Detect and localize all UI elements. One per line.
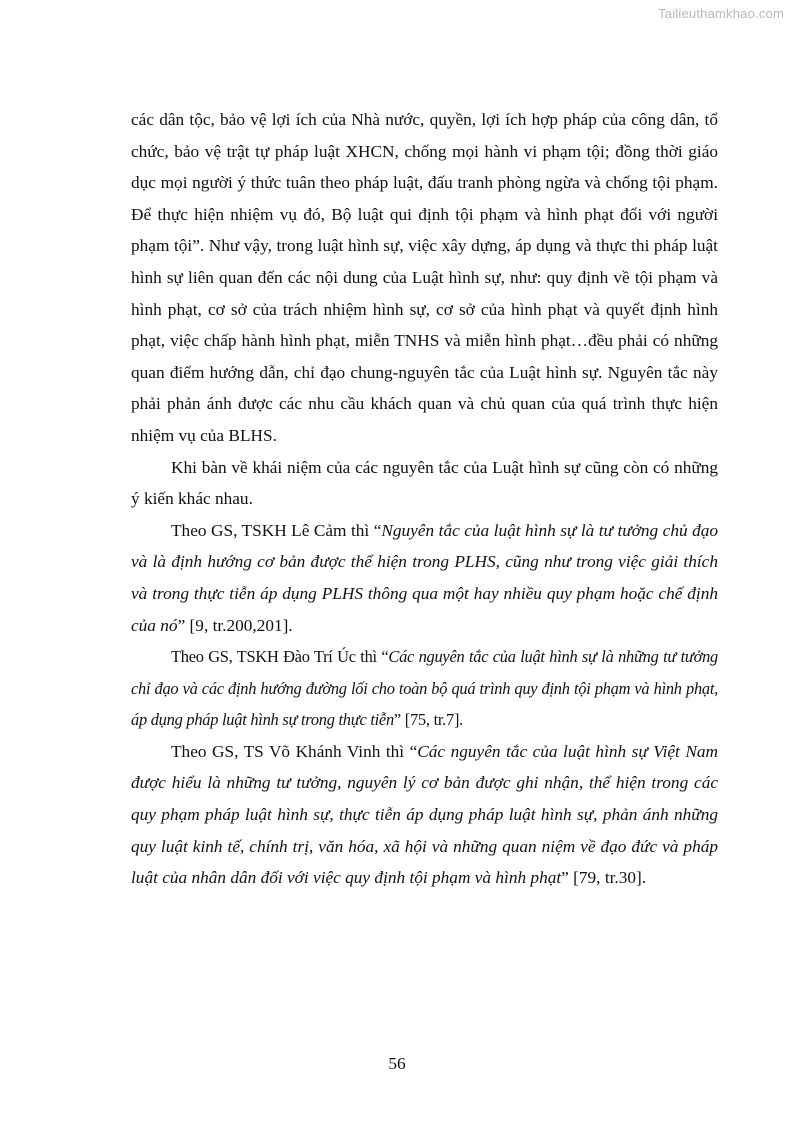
paragraph-2: Khi bàn về khái niệm của các nguyên tắc của Luật hình sự cũng còn có những ý kiến khác nhau. xyxy=(131,457,718,509)
quote-lead: Theo GS, TSKH Lê Cảm thì “ xyxy=(171,520,382,540)
document-body xyxy=(131,104,718,894)
paragraph-quote-le-cam xyxy=(131,515,718,641)
paragraph-quote-dao-tri-uc xyxy=(131,641,718,736)
quote-text: Nguyên tắc của luật hình sự là tư tưởng chủ đạo và là định hướng cơ bản được thể hiện trong PLHS, cũng như trong việc giải thích và trong thực tiễn áp dụng PLHS thông qua một hay nhiều quy phạm hoặc chế định của nó xyxy=(131,520,719,635)
quote-citation: ” [75, tr.7]. xyxy=(393,710,464,730)
quote-text: Các nguyên tắc của luật hình sự Việt Nam được hiểu là những tư tưởng, nguyên lý cơ bản được ghi nhận, thể hiện trong các quy phạm pháp luật hình sự, thực tiễn áp dụng pháp luật hình sự, phản ánh những quy luật kinh tế, chính trị, văn hóa, xã hội và những quan niệm về đạo đức và pháp luật của nhân dân đối với việc quy định tội phạm và hình phạt xyxy=(131,741,718,888)
quote-lead: Theo GS, TS Võ Khánh Vinh thì “ xyxy=(171,741,418,761)
quote-citation: ” [79, tr.30]. xyxy=(561,868,647,888)
page-number: 56 xyxy=(388,1054,406,1073)
watermark: Tailieuthamkhao.com xyxy=(658,6,784,21)
quote-citation: ” [9, tr.200,201]. xyxy=(177,615,293,635)
paragraph-1: các dân tộc, bảo vệ lợi ích của Nhà nước, quyền, lợi ích hợp pháp của công dân, tổ chức, bảo vệ trật tự pháp luật XHCN, chống mọi hành vi phạm tội; đồng thời giáo dục mọi người ý thức tuân theo pháp luật, đấu tranh phòng ngừa và chống tội phạm. Để thực hiện nhiệm vụ đó, Bộ luật qui định tội phạm và hình phạt đối với người phạm tội”. Như vậy, trong luật hình sự, việc xây dựng, áp dụng và thực thi pháp luật hình sự liên quan đến các nội dung của Luật hình sự, như: quy định về tội phạm và hình phạt, cơ sở của trách nhiệm hình sự, cơ sở của hình phạt và quyết định hình phạt, việc chấp hành hình phạt, miễn TNHS và miễn hình phạt…đều phải có những quan điểm hướng dẫn, chỉ đạo chung-nguyên tắc của Luật hình sự. Nguyên tắc này phải phản ánh được các nhu cầu khách quan và chủ quan của quá trình thực hiện nhiệm vụ của BLHS. xyxy=(131,110,718,445)
quote-text: Các nguyên tắc của luật hình sự là những tư tưởng chỉ đạo và các định hướng đường lối cho toàn bộ quá trình quy định tội phạm và hình phạt, áp dụng pháp luật hình sự trong thực tiễn xyxy=(131,647,718,730)
quote-lead: Theo GS, TSKH Đào Trí Úc thì “ xyxy=(171,647,389,667)
paragraph-quote-vo-khanh-vinh xyxy=(131,736,718,894)
